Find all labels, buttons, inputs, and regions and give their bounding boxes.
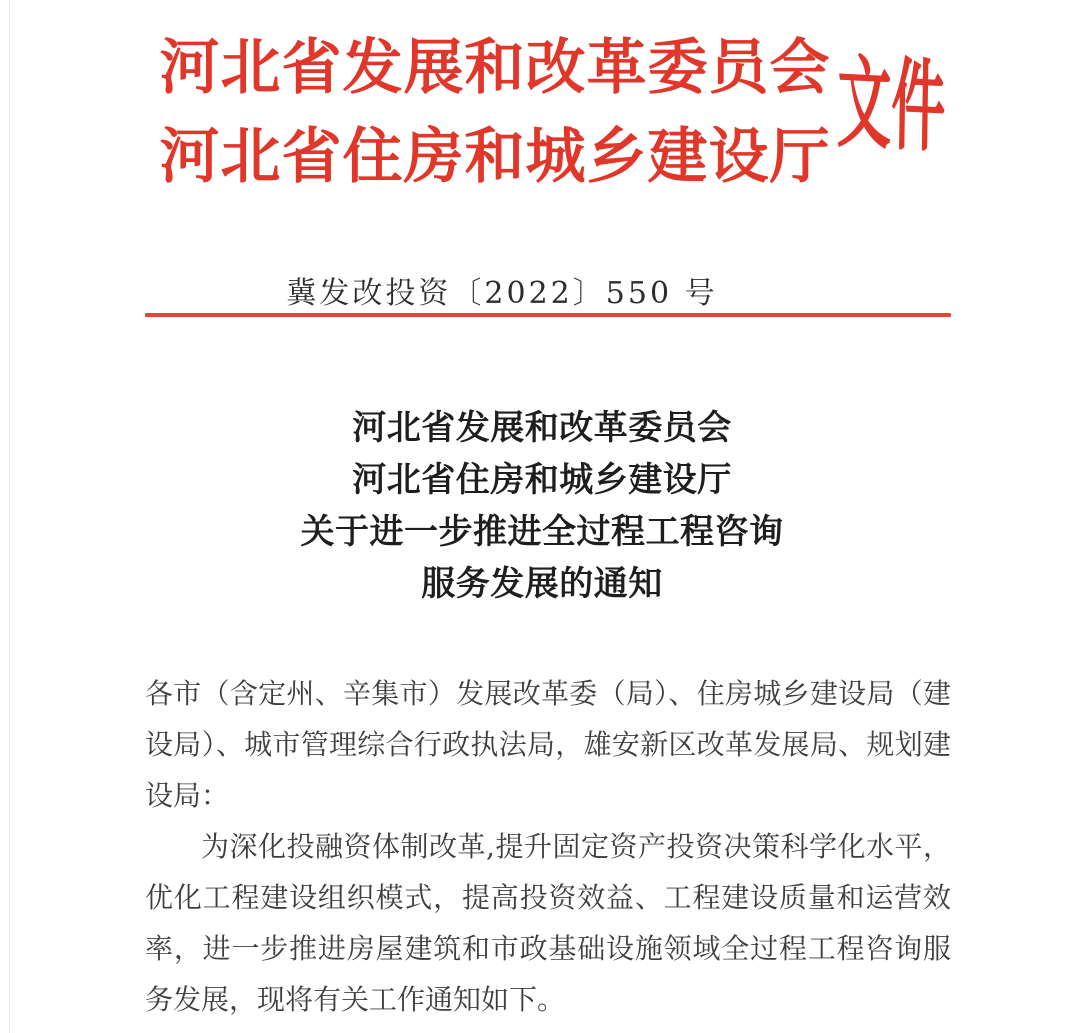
title-line-3: 关于进一步推进全过程工程咨询 xyxy=(300,512,784,552)
title-line-4: 服务发展的通知 xyxy=(421,564,663,604)
doc-type-label: 文件 xyxy=(836,43,947,167)
title-line-1: 河北省发展和改革委员会 xyxy=(352,408,732,448)
salutation-line-1: 各市（含定州、辛集市）发展改革委（局）、住房城乡建设局（建 xyxy=(145,677,951,710)
paragraph-line-2: 优化工程建设组织模式，提高投资效益、工程建设质量和运营效 xyxy=(145,881,951,914)
body-text xyxy=(145,668,951,1025)
letterhead-agency-line-2: 河北省住房和城乡建设厅 xyxy=(159,122,831,192)
salutation-line-3: 设局： xyxy=(145,779,230,812)
paragraph-line-1: 为深化投融资体制改革,提升固定资产投资决策科学化水平， xyxy=(201,830,951,863)
letterhead-agency-line-1: 河北省发展和改革委员会 xyxy=(159,33,831,103)
red-separator-rule xyxy=(145,313,951,317)
reference-number: 冀发改投资〔2022〕550 号 xyxy=(286,276,718,311)
paragraph-line-3: 率，进一步推进房屋建筑和市政基础设施领域全过程工程咨询服 xyxy=(145,932,951,965)
salutation-line-2: 设局）、城市管理综合行政执法局，雄安新区改革发展局、规划建 xyxy=(145,728,951,761)
document-title xyxy=(139,402,945,610)
letterhead xyxy=(150,24,840,202)
paragraph-line-4: 务发展，现将有关工作通知如下。 xyxy=(145,983,566,1016)
title-line-2: 河北省住房和城乡建设厅 xyxy=(352,460,732,500)
scan-edge-artifact xyxy=(9,0,10,1033)
